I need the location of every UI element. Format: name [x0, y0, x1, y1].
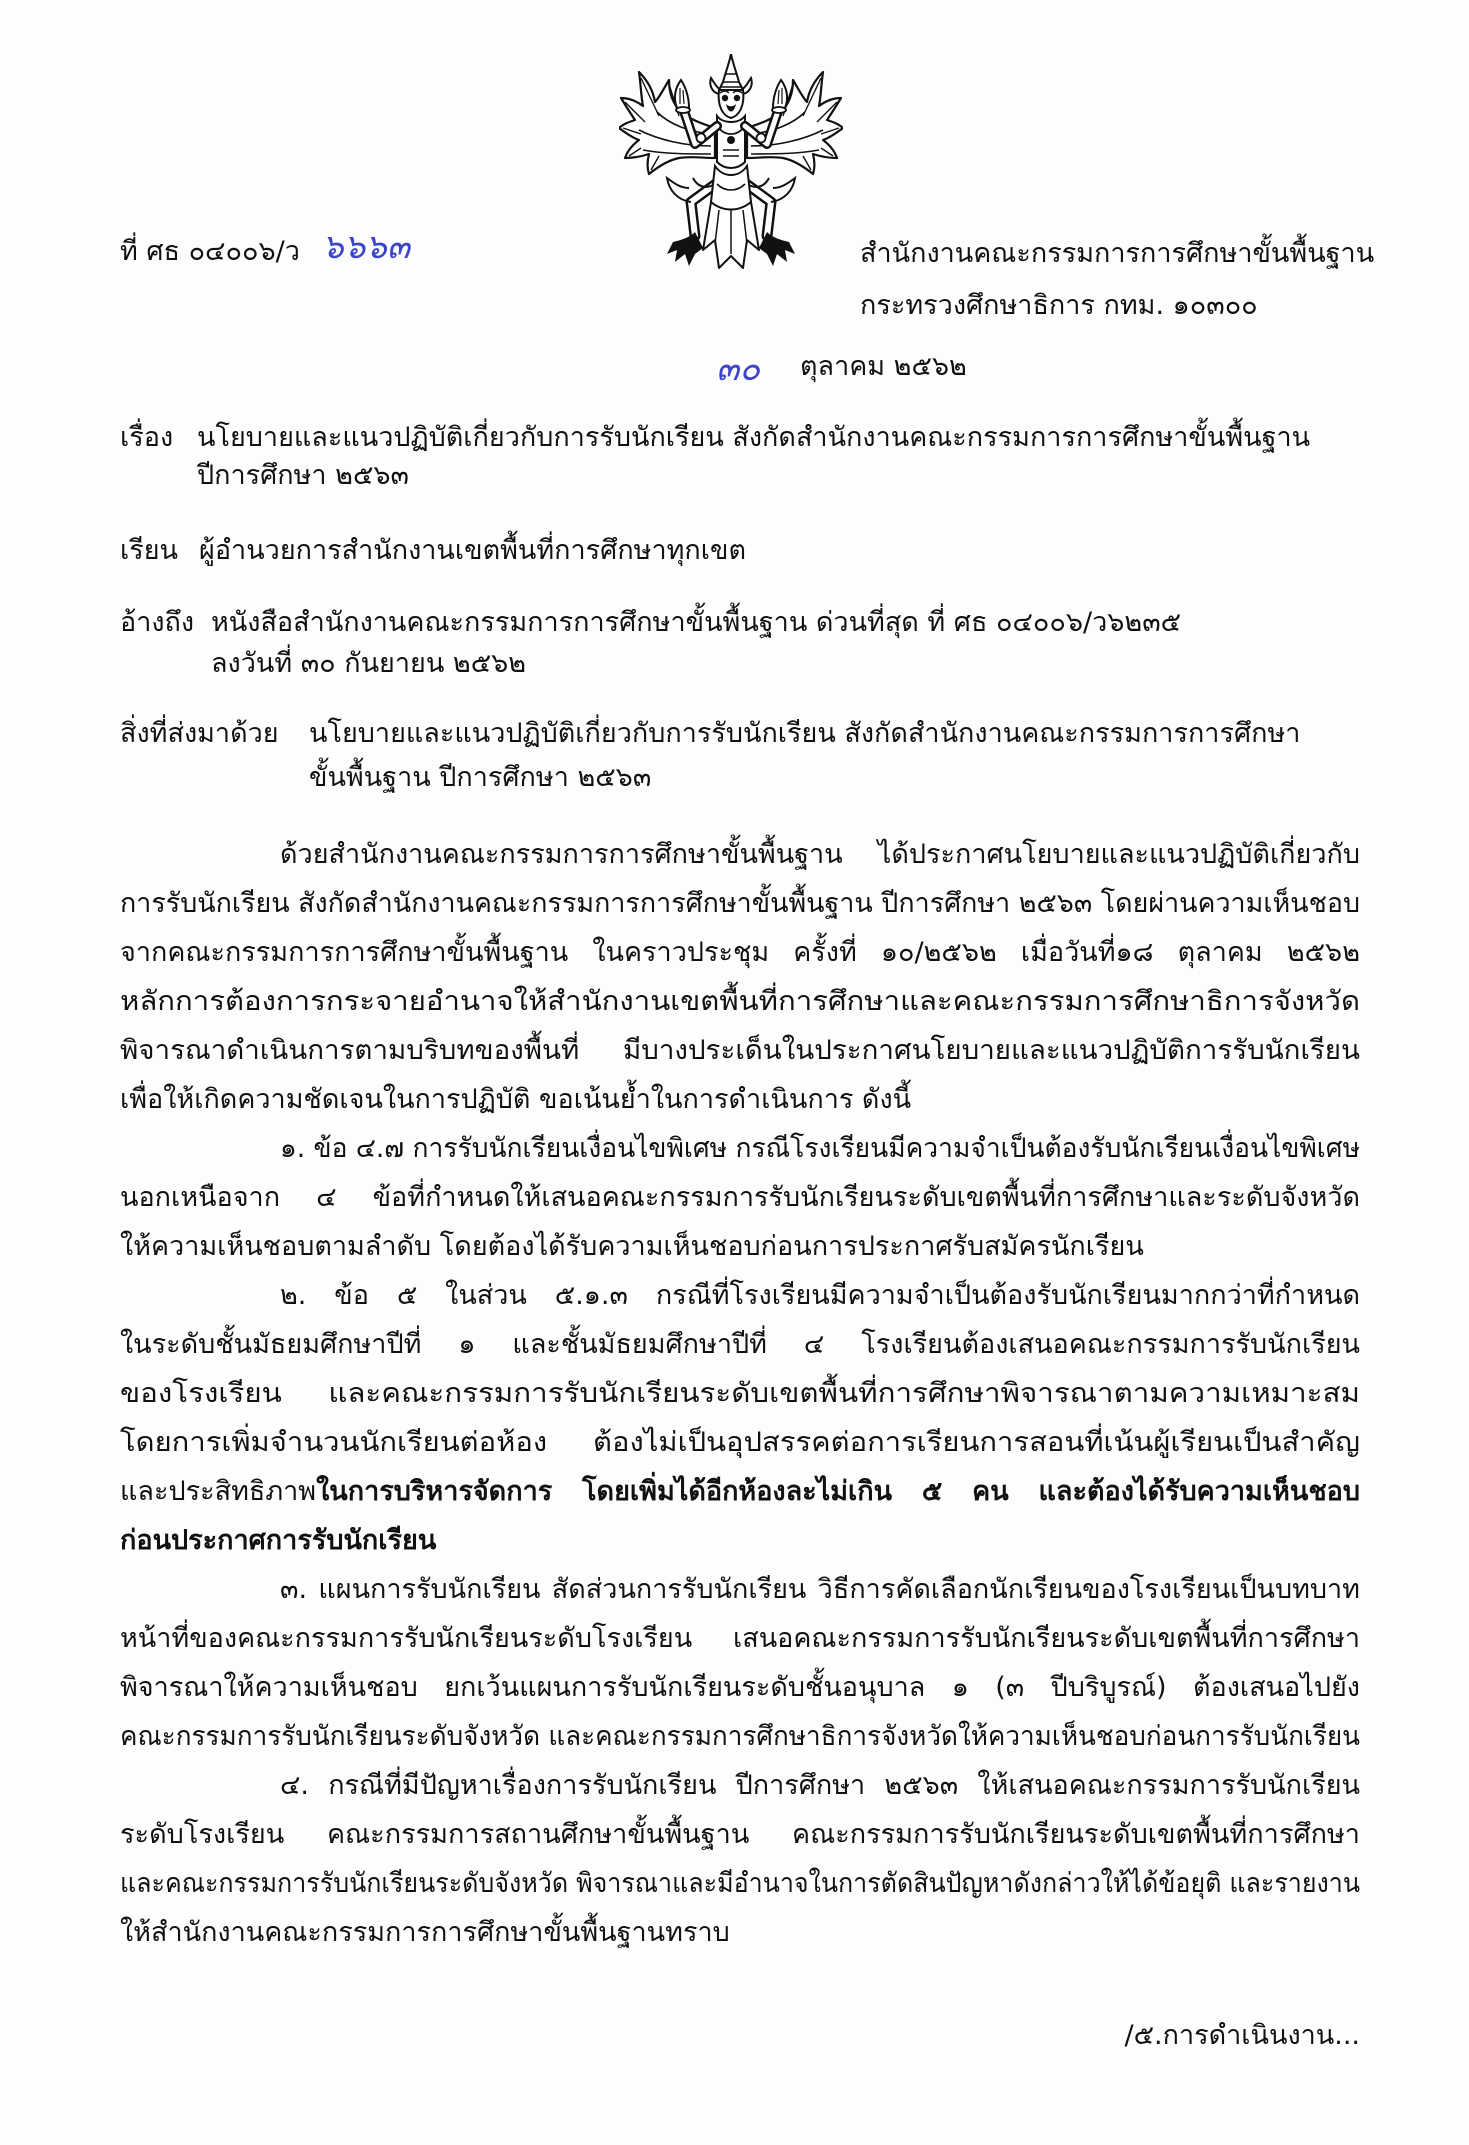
- body-line-text: ๒. ข้อ ๕ ในส่วน ๕.๑.๓ กรณีที่โรงเรียนมีความจำเป็นต้องรับนักเรียนมากกว่าที่กำหนด: [280, 1280, 1360, 1311]
- body-line: [120, 1369, 1360, 1418]
- body-text-emphasis: ก่อนประกาศการรับนักเรียน: [120, 1525, 437, 1556]
- body-line: [120, 1320, 1360, 1369]
- garuda-emblem: [619, 54, 843, 280]
- reference-line-text: หนังสือสำนักงานคณะกรรมการการศึกษาขั้นพื้นฐาน ด่วนที่สุด ที่ ศธ ๐๔๐๐๖/ว๖๒๓๕: [211, 607, 1182, 638]
- letter-date: [800, 345, 1120, 389]
- body-line: [120, 1124, 1360, 1173]
- body-line: [120, 830, 1360, 879]
- body-line: [120, 1614, 1360, 1663]
- body-line-text: ให้สำนักงานคณะกรรมการการศึกษาขั้นพื้นฐานทราบ: [120, 1917, 730, 1948]
- enclosure-line-text: นโยบายและแนวปฏิบัติเกี่ยวกับการรับนักเรียน สังกัดสำนักงานคณะกรรมการการศึกษา: [309, 718, 1301, 749]
- subject-line: [197, 454, 1360, 498]
- body-line-mixed-text: [120, 1467, 1360, 1516]
- issuing-office-address-text: กระทรวงศึกษาธิการ กทม. ๑๐๓๐๐: [860, 290, 1258, 321]
- body-line: [120, 1810, 1360, 1859]
- garuda-emblem-icon: [619, 54, 843, 280]
- letter-body: [120, 830, 1360, 1957]
- addressee-label: [120, 529, 198, 573]
- reference-label: [120, 601, 210, 645]
- enclosure-label: [120, 712, 308, 756]
- body-line-text: ระดับโรงเรียน คณะกรรมการสถานศึกษาขั้นพื้นฐาน คณะกรรมการรับนักเรียนระดับเขตพื้นที่การศึกษา: [120, 1819, 1360, 1850]
- body-line-text: ๔. กรณีที่มีปัญหาเรื่องการรับนักเรียน ปีการศึกษา ๒๕๖๓ ให้เสนอคณะกรรมการรับนักเรียน: [280, 1770, 1360, 1801]
- body-line-text: นอกเหนือจาก ๔ ข้อที่กำหนดให้เสนอคณะกรรมการรับนักเรียนระดับเขตพื้นที่การศึกษาและระดับจังหวัด: [120, 1182, 1360, 1213]
- body-line-text: ๓. แผนการรับนักเรียน สัดส่วนการรับนักเรียน วิธีการคัดเลือกนักเรียนของโรงเรียนเป็นบทบาท: [280, 1574, 1360, 1605]
- enclosure-line-text: ขั้นพื้นฐาน ปีการศึกษา ๒๕๖๓: [309, 762, 652, 793]
- body-line: [120, 977, 1360, 1026]
- body-line-text: พิจารณาให้ความเห็นชอบ ยกเว้นแผนการรับนักเรียนระดับชั้นอนุบาล ๑ (๓ ปีบริบูรณ์) ต้องเสนอไปยัง: [120, 1672, 1360, 1703]
- enclosure-label-text: สิ่งที่ส่งมาด้วย: [120, 718, 279, 749]
- body-line-text: เพื่อให้เกิดความชัดเจนในการปฏิบัติ ขอเน้นย้ำในการดำเนินการ ดังนี้: [120, 1084, 912, 1115]
- body-line-text: โดยการเพิ่มจำนวนนักเรียนต่อห้อง ต้องไม่เป็นอุปสรรคต่อการเรียนการสอนที่เน้นผู้เรียนเป็นสำคัญ: [120, 1427, 1360, 1458]
- garuda-head: [710, 54, 751, 118]
- body-line: [120, 1859, 1360, 1908]
- body-line: [120, 1222, 1360, 1271]
- reference-number-label-text: ที่ ศธ ๐๔๐๐๖/ว: [120, 236, 300, 267]
- issuing-office-address: [860, 284, 1420, 328]
- reference-line-text: ลงวันที่ ๓๐ กันยายน ๒๕๖๒: [211, 648, 527, 679]
- body-line-text: ของโรงเรียน และคณะกรรมการรับนักเรียนระดับเขตพื้นที่การศึกษาพิจารณาตามความเหมาะสม: [120, 1378, 1360, 1409]
- body-line-text: การรับนักเรียน สังกัดสำนักงานคณะกรรมการการศึกษาขั้นพื้นฐาน ปีการศึกษา ๒๕๖๓ โดยผ่านความเห็นชอบ: [120, 888, 1360, 919]
- page-continuation-text: /๕.การดำเนินงาน...: [1124, 2020, 1360, 2051]
- enclosure-line: [309, 712, 1360, 756]
- subject-line-text: นโยบายและแนวปฏิบัติเกี่ยวกับการรับนักเรียน สังกัดสำนักงานคณะกรรมการการศึกษาขั้นพื้นฐาน: [197, 422, 1311, 453]
- body-line: [120, 1271, 1360, 1320]
- letter-date-text: ตุลาคม ๒๕๖๒: [800, 351, 967, 382]
- body-line-text: หน้าที่ของคณะกรรมการรับนักเรียนระดับโรงเรียน เสนอคณะกรรมการรับนักเรียนระดับเขตพื้นที่การศึกษา: [120, 1623, 1360, 1654]
- body-line: [120, 1712, 1360, 1761]
- body-line-mixed: [120, 1467, 1360, 1516]
- addressee-label-text: เรียน: [120, 535, 179, 566]
- handwritten-reference-number-text: ๖๖๖๓: [322, 227, 410, 267]
- body-line-text: ด้วยสำนักงานคณะกรรมการการศึกษาขั้นพื้นฐาน ได้ประกาศนโยบายและแนวปฏิบัติเกี่ยวกับ: [280, 839, 1360, 870]
- body-line-text: และคณะกรรมการรับนักเรียนระดับจังหวัด พิจารณาและมีอำนาจในการตัดสินปัญหาดังกล่าวให้ได้ข้อยุติ และรายงาน: [120, 1868, 1360, 1899]
- body-text-emphasis: ในการบริหารจัดการ โดยเพิ่มได้อีกห้องละไม่เกิน ๕ คน และต้องได้รับความเห็นชอบ: [316, 1476, 1360, 1507]
- issuing-office-name: [860, 232, 1420, 276]
- body-line: [120, 1663, 1360, 1712]
- body-line: [120, 928, 1360, 977]
- body-line: [120, 879, 1360, 928]
- body-line-text: พิจารณาดำเนินการตามบริบทของพื้นที่ มีบางประเด็นในประกาศนโยบายและแนวปฏิบัติการรับนักเรียน: [120, 1035, 1360, 1066]
- page-continuation: [1060, 2014, 1360, 2058]
- body-line: [120, 1565, 1360, 1614]
- body-line: [120, 1075, 1360, 1124]
- body-line-text: ๑. ข้อ ๔.๗ การรับนักเรียนเงื่อนไขพิเศษ กรณีโรงเรียนมีความจำเป็นต้องรับนักเรียนเงื่อนไขพิเศษ: [280, 1133, 1360, 1164]
- body-line: [120, 1418, 1360, 1467]
- issuing-office-name-text: สำนักงานคณะกรรมการการศึกษาขั้นพื้นฐาน: [860, 238, 1375, 269]
- body-line: [120, 1026, 1360, 1075]
- reference-line: [211, 601, 1360, 645]
- body-line-text: จากคณะกรรมการการศึกษาขั้นพื้นฐาน ในคราวประชุม ครั้งที่ ๑๐/๒๕๖๒ เมื่อวันที่๑๘ ตุลาคม ๒๕๖๒: [120, 937, 1360, 968]
- body-line: [120, 1761, 1360, 1810]
- body-line-text: ให้ความเห็นชอบตามลำดับ โดยต้องได้รับความเห็นชอบก่อนการประกาศรับสมัครนักเรียน: [120, 1231, 1144, 1262]
- subject-label-text: เรื่อง: [120, 422, 174, 453]
- body-line-text: ในระดับชั้นมัธยมศึกษาปีที่ ๑ และชั้นมัธยมศึกษาปีที่ ๔ โรงเรียนต้องเสนอคณะกรรมการรับนักเรียน: [120, 1329, 1360, 1360]
- reference-label-text: อ้างถึง: [120, 607, 195, 638]
- handwritten-reference-number: [322, 222, 472, 272]
- subject-label: [120, 416, 196, 460]
- enclosure-line: [309, 756, 1360, 800]
- body-text-normal: และประสิทธิภาพ: [120, 1476, 317, 1507]
- addressee-text: ผู้อำนวยการสำนักงานเขตพื้นที่การศึกษาทุกเขต: [199, 535, 746, 566]
- handwritten-date-day-text: ๓๐: [716, 349, 760, 389]
- handwritten-date-day: [716, 344, 794, 394]
- body-line-text: คณะกรรมการรับนักเรียนระดับจังหวัด และคณะกรรมการศึกษาธิการจังหวัดให้ความเห็นชอบก่อนการรับนักเรียน: [120, 1721, 1360, 1752]
- body-line-emphasis: [120, 1516, 1360, 1565]
- body-line: [120, 1173, 1360, 1222]
- garuda-tail: [703, 202, 759, 268]
- body-line-text: หลักการต้องการกระจายอำนาจให้สำนักงานเขตพื้นที่การศึกษาและคณะกรรมการศึกษาธิการจังหวัด: [120, 986, 1360, 1017]
- addressee: [199, 529, 1360, 573]
- subject-line-text: ปีการศึกษา ๒๕๖๓: [197, 460, 410, 491]
- reference-line: [211, 642, 1360, 686]
- body-line: [120, 1908, 1360, 1957]
- reference-number-label: [120, 230, 320, 274]
